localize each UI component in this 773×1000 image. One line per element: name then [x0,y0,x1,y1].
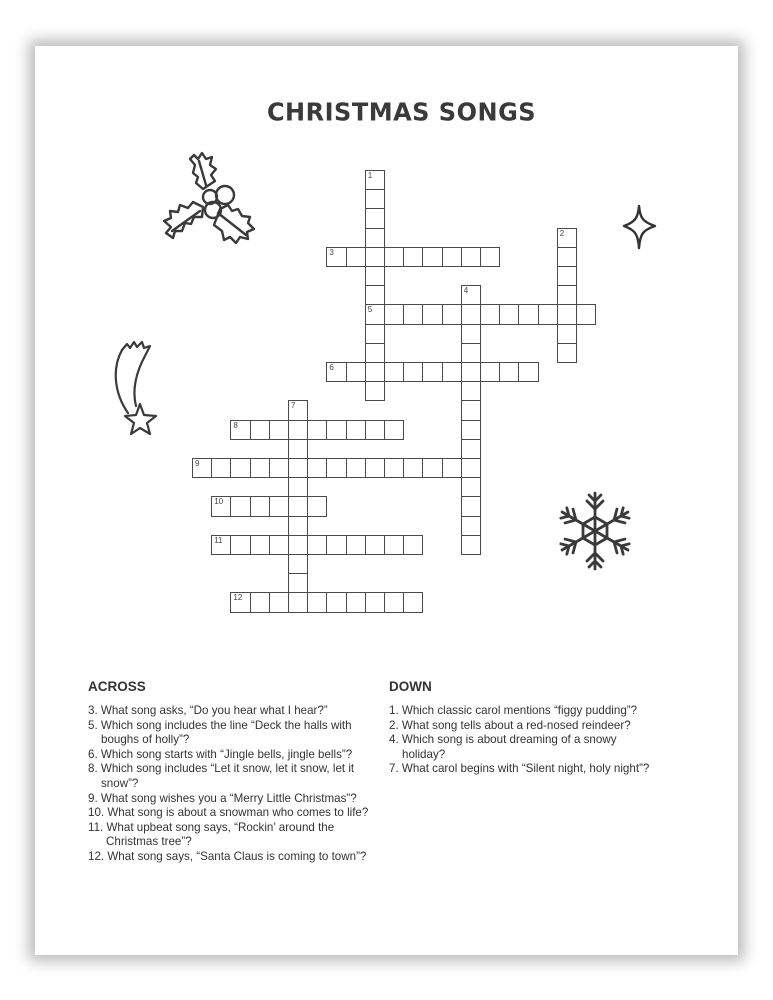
crossword-cell[interactable] [365,535,385,555]
clue-number: 4 [463,286,469,296]
snowflake-icon [552,488,638,574]
crossword-cell[interactable] [230,496,250,516]
crossword-cell[interactable] [346,592,366,612]
crossword-cell[interactable] [557,247,577,267]
crossword-cell[interactable] [384,247,404,267]
sparkle-star-icon [621,204,659,250]
crossword-cell[interactable] [442,362,462,382]
crossword-cell[interactable] [422,362,442,382]
crossword-cell[interactable] [557,324,577,344]
crossword-cell[interactable] [288,592,308,612]
crossword-cell[interactable] [250,592,270,612]
crossword-cell[interactable] [461,458,481,478]
across-clue: 10. What song is about a snowman who comes to life? [88,806,369,820]
crossword-cell[interactable] [288,535,308,555]
crossword-cell[interactable] [250,420,270,440]
down-clue: 1. Which classic carol mentions “figgy pudding”? [389,704,638,717]
clue-number: 10 [214,497,224,507]
crossword-cell[interactable] [250,458,270,478]
crossword-cell[interactable] [461,516,481,536]
crossword-cell[interactable] [365,592,385,612]
crossword-cell[interactable] [422,304,442,324]
crossword-cell[interactable] [288,496,308,516]
crossword-cell[interactable] [211,535,231,555]
crossword-cell[interactable] [403,247,423,267]
crossword-cell[interactable] [557,266,577,286]
crossword-cell[interactable] [480,362,500,382]
crossword-cell[interactable] [365,208,385,228]
crossword-cell[interactable] [288,554,308,574]
crossword-cell[interactable] [461,477,481,497]
crossword-cell[interactable] [288,439,308,459]
crossword-cell[interactable] [365,247,385,267]
crossword-cell[interactable] [442,247,462,267]
crossword-cell[interactable] [384,362,404,382]
crossword-cell[interactable] [442,458,462,478]
crossword-cell[interactable] [346,247,366,267]
crossword-cell[interactable] [403,304,423,324]
crossword-cell[interactable] [365,266,385,286]
clue-number: 3 [329,247,334,257]
shooting-star-icon [102,338,162,438]
crossword-cell[interactable] [461,343,481,363]
crossword-cell[interactable] [403,362,423,382]
across-clue-list [88,704,388,865]
crossword-cell[interactable] [557,343,577,363]
clue-number: 12 [233,593,243,603]
crossword-cell[interactable] [230,458,250,478]
crossword-cell[interactable] [461,304,481,324]
holly-icon [158,145,258,250]
crossword-cell[interactable] [365,324,385,344]
crossword-cell[interactable] [307,592,327,612]
across-clue: 11. What upbeat song says, “Rockin’ around the Christmas tree”? [88,820,335,849]
crossword-cell[interactable] [422,247,442,267]
crossword-cell[interactable] [461,439,481,459]
crossword-cell[interactable] [461,535,481,555]
crossword-cell[interactable] [211,458,231,478]
crossword-cell[interactable] [499,362,519,382]
crossword-cell[interactable] [384,458,404,478]
crossword-cell[interactable] [365,343,385,363]
crossword-cell[interactable] [365,189,385,209]
across-clue: 12. What song says, “Santa Claus is coming to town”? [88,849,367,863]
crossword-cell[interactable] [461,381,481,401]
clue-number: 6 [329,363,334,372]
crossword-cell[interactable] [288,420,308,440]
clue-number: 11 [214,535,223,545]
crossword-cell[interactable] [384,592,404,612]
crossword-cell[interactable] [230,420,250,440]
crossword-cell[interactable] [269,458,289,478]
crossword-cell[interactable] [288,573,308,593]
page-title: CHRISTMAS SONGS [266,97,537,127]
crossword-cell[interactable] [269,535,289,555]
down-clue: 4. Which song is about dreaming of a snowy holiday? [389,733,617,761]
crossword-cell[interactable] [480,304,500,324]
across-clue: 6. Which song starts with “Jingle bells, jingle bells”? [88,747,353,761]
crossword-cell[interactable] [538,304,558,324]
clue-number: 1 [367,171,373,180]
crossword-cell[interactable] [518,362,538,382]
across-clue: 5. Which song includes the line “Deck the halls with boughs of holly”? [88,718,352,747]
crossword-cell[interactable] [461,400,481,420]
crossword-cell[interactable] [230,535,250,555]
crossword-cell[interactable] [365,228,385,248]
crossword-cell[interactable] [326,592,346,612]
crossword-cell[interactable] [346,362,366,382]
crossword-cell[interactable] [499,304,519,324]
across-clue: 8. Which song includes “Let it snow, let it snow, let it snow”? [88,762,355,790]
crossword-cell[interactable] [365,304,385,324]
across-clue: 3. What song asks, “Do you hear what I hear?” [88,704,328,717]
across-clue: 9. What song wishes you a “Merry Little Christmas”? [88,791,357,805]
crossword-cell[interactable] [384,420,404,440]
clue-number: 2 [559,228,565,238]
crossword-cell[interactable] [346,535,366,555]
crossword-cell[interactable] [365,285,385,305]
crossword-cell[interactable] [269,592,289,612]
clue-number: 5 [367,305,373,315]
down-clue: 2. What song tells about a red-nosed reindeer? [389,718,631,732]
crossword-cell[interactable] [326,420,346,440]
clue-number: 8 [233,420,238,430]
crossword-cell[interactable] [365,458,385,478]
crossword-cell[interactable] [480,247,500,267]
crossword-cell[interactable] [365,381,385,401]
crossword-cell[interactable] [403,535,423,555]
crossword-cell[interactable] [307,458,327,478]
crossword-cell[interactable] [461,247,481,267]
crossword-cell[interactable] [365,170,385,190]
crossword-cell[interactable] [269,496,289,516]
crossword-cell[interactable] [326,535,346,555]
crossword-cell[interactable] [250,496,270,516]
crossword-cell[interactable] [461,324,481,344]
crossword-cell[interactable] [326,247,346,267]
crossword-cell[interactable] [307,420,327,440]
crossword-cell[interactable] [326,362,346,382]
crossword-cell[interactable] [250,535,270,555]
crossword-cell[interactable] [288,400,308,420]
across-heading: ACROSS [88,679,146,694]
crossword-cell[interactable] [557,285,577,305]
crossword-cell[interactable] [211,496,231,516]
crossword-cell[interactable] [365,362,385,382]
down-clue-list [389,704,689,777]
crossword-cell[interactable] [461,420,481,440]
crossword-cell[interactable] [576,304,596,324]
crossword-cell[interactable] [346,458,366,478]
crossword-cell[interactable] [307,535,327,555]
crossword-cell[interactable] [518,304,538,324]
crossword-cell[interactable] [288,477,308,497]
crossword-cell[interactable] [461,362,481,382]
clue-number: 7 [291,401,296,411]
crossword-cell[interactable] [384,535,404,555]
crossword-cell[interactable] [326,458,346,478]
crossword-cell[interactable] [557,228,577,248]
crossword-cell[interactable] [288,516,308,536]
crossword-cell[interactable] [422,458,442,478]
crossword-cell[interactable] [365,420,385,440]
clue-number: 9 [195,459,200,468]
crossword-cell[interactable] [288,458,308,478]
crossword-cell[interactable] [384,304,404,324]
crossword-cell[interactable] [307,496,327,516]
crossword-cell[interactable] [346,420,366,440]
crossword-cell[interactable] [403,592,423,612]
crossword-cell[interactable] [461,496,481,516]
crossword-cell[interactable] [461,285,481,305]
crossword-cell[interactable] [403,458,423,478]
crossword-cell[interactable] [269,420,289,440]
down-clue: 7. What carol begins with “Silent night, holy night”? [389,762,650,776]
crossword-cell[interactable] [442,304,462,324]
down-heading: DOWN [389,679,432,694]
crossword-cell[interactable] [557,304,577,324]
crossword-cell[interactable] [230,592,250,612]
crossword-cell[interactable] [192,458,212,478]
